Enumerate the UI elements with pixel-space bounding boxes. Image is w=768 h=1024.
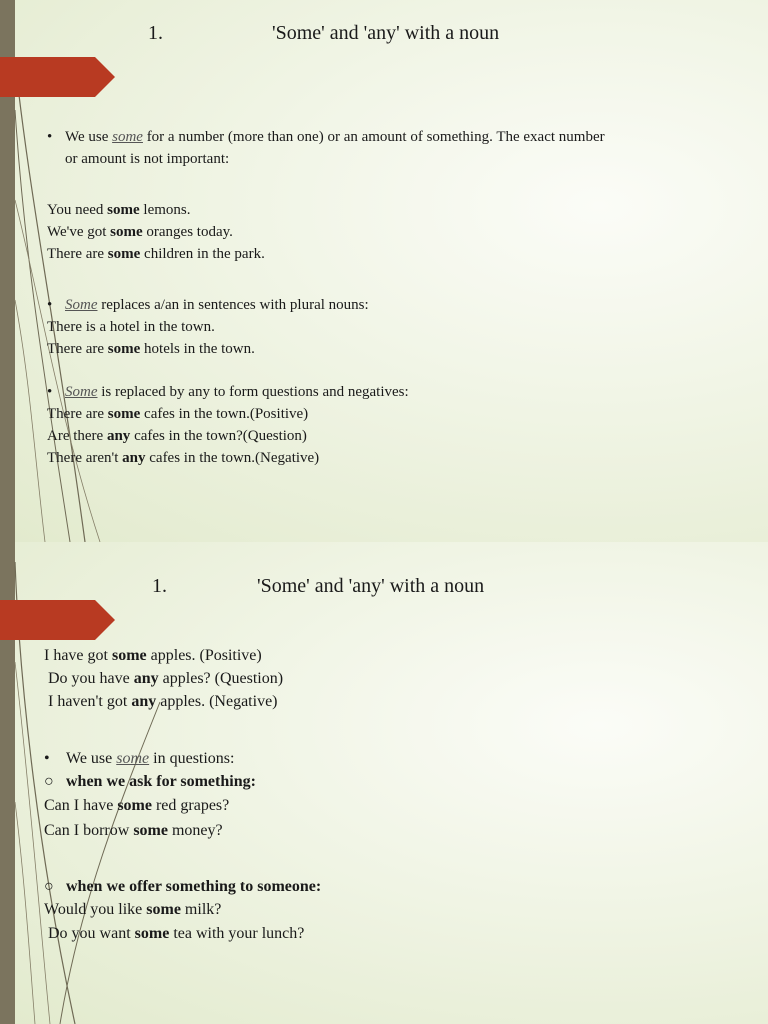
example-line: You need some lemons. [47, 202, 191, 218]
example-line: I have got some apples. (Positive) [44, 647, 262, 664]
example-line: There are some hotels in the town. [47, 341, 255, 357]
example-line: Are there any cafes in the town?(Question) [47, 428, 307, 444]
keyword: some [112, 129, 143, 145]
bullet-icon: • [47, 297, 53, 313]
sub-bullet: ○ when we ask for something: [44, 773, 256, 790]
bullet-point: • We use some for a number (more than one) or an amount of something. The exact number [47, 129, 605, 145]
example-line: There are some cafes in the town.(Positive) [47, 406, 309, 422]
bullet-icon: • [47, 129, 53, 145]
slide-number: 1. [152, 575, 167, 597]
slide-number: 1. [148, 22, 163, 44]
bullet-continuation: or amount is not important: [65, 151, 230, 167]
red-tab-marker [0, 600, 115, 640]
circle-bullet-icon: ○ [44, 878, 54, 895]
bullet-icon: • [44, 750, 50, 767]
circle-bullet-icon: ○ [44, 773, 54, 790]
sub-bullet: ○ when we offer something to someone: [44, 878, 322, 895]
keyword: some [116, 750, 150, 767]
example-line: There is a hotel in the town. [47, 319, 215, 335]
example-line: Do you have any apples? (Question) [44, 670, 284, 687]
keyword: Some [65, 384, 98, 400]
example-line: Do you want some tea with your lunch? [44, 925, 305, 942]
example-line: We've got some oranges today. [47, 224, 233, 240]
bullet-point: • Some replaces a/an in sentences with plural nouns: [47, 297, 369, 313]
red-tab-marker [0, 57, 115, 97]
example-line: Would you like some milk? [44, 901, 222, 918]
slide-title: 'Some' and 'any' with a noun [272, 22, 500, 44]
keyword: Some [65, 297, 98, 313]
example-line: Can I borrow some money? [44, 822, 223, 839]
slide-title: 'Some' and 'any' with a noun [257, 575, 485, 597]
example-line: I haven't got any apples. (Negative) [44, 693, 278, 710]
example-line: There are some children in the park. [47, 246, 265, 262]
example-line: Can I have some red grapes? [44, 797, 230, 814]
bullet-icon: • [47, 384, 53, 400]
example-line: There aren't any cafes in the town.(Negative) [47, 450, 320, 466]
bullet-point: • We use some in questions: [44, 750, 235, 767]
slide-2 [0, 542, 768, 1024]
bullet-point: • Some is replaced by any to form questions and negatives: [47, 384, 409, 400]
